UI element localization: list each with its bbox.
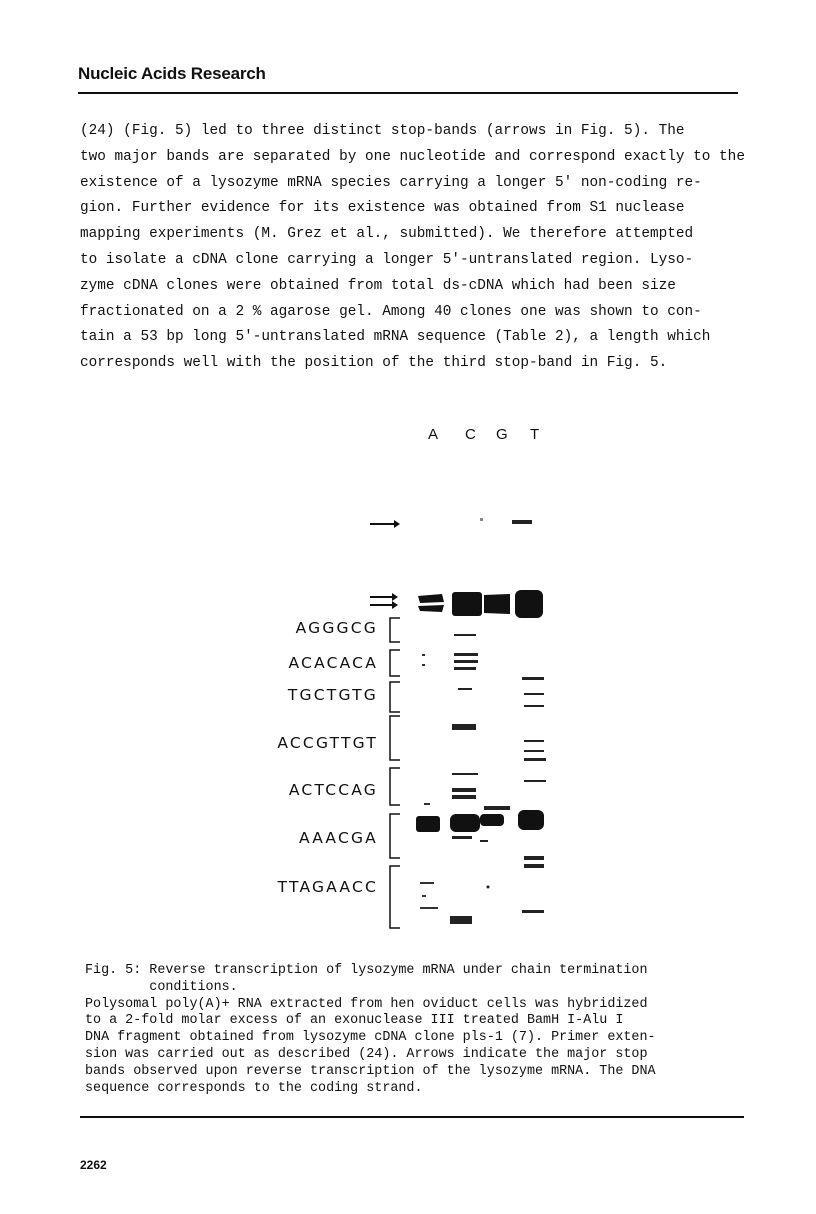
sequence-label: ACTCCAG xyxy=(288,781,378,799)
text-line: to isolate a cDNA clone carrying a longer 5'-untranslated region. Lyso- xyxy=(80,251,694,268)
text-line: gion. Further evidence for its existence was obtained from S1 nuclease xyxy=(80,200,685,217)
caption-line: Polysomal poly(A)+ RNA extracted from hen oviduct cells was hybridized xyxy=(85,996,648,1012)
caption-line: to a 2-fold molar excess of an exonuclease III treated BamH I-Alu I xyxy=(85,1013,624,1029)
text-line: tain a 53 bp long 5'-untranslated mRNA sequence (Table 2), a length which xyxy=(80,329,711,346)
text-line: zyme cDNA clones were obtained from total ds-cDNA which had been size xyxy=(80,277,676,294)
sequence-label: AAACGA xyxy=(298,829,378,847)
stop-band-arrow-icon xyxy=(370,593,398,601)
caption-line: Fig. 5: Reverse transcription of lysozyme mRNA under chain termination xyxy=(85,963,648,978)
sequence-label: ACACACA xyxy=(288,654,378,672)
caption-line: sion was carried out as described (24). Arrows indicate the major stop xyxy=(85,1046,648,1062)
lane-label-t: T xyxy=(530,426,540,443)
body-paragraph xyxy=(80,119,770,377)
lane-label-c: C xyxy=(465,426,476,443)
caption-line: conditions. xyxy=(85,979,238,995)
page-number: 2262 xyxy=(80,1158,107,1172)
sequence-label: ACCGTTGT xyxy=(277,734,378,752)
text-line: (24) (Fig. 5) led to three distinct stop-bands (arrows in Fig. 5). The xyxy=(80,123,685,139)
header-rule xyxy=(78,92,738,94)
text-line: corresponds well with the position of the third stop-band in Fig. 5. xyxy=(80,355,668,372)
text-line: existence of a lysozyme mRNA species carrying a longer 5' non-coding re- xyxy=(80,174,702,191)
stop-band-arrow-icon xyxy=(370,601,398,609)
figure-caption xyxy=(85,963,725,1097)
sequence-label: AGGGCG xyxy=(295,619,378,637)
text-line: fractionated on a 2 % agarose gel. Among 40 clones one was shown to con- xyxy=(80,303,702,320)
caption-line: bands observed upon reverse transcription of the lysozyme mRNA. The DNA xyxy=(85,1063,656,1079)
text-line: two major bands are separated by one nucleotide and correspond exactly to the xyxy=(80,148,745,165)
footer-rule xyxy=(80,1116,744,1118)
sequence-label: TGCTGTG xyxy=(287,686,378,704)
journal-title: Nucleic Acids Research xyxy=(78,64,266,83)
caption-line: sequence corresponds to the coding strand. xyxy=(85,1080,423,1096)
stop-band-arrow-icon xyxy=(370,520,400,528)
sequencing-gel-image xyxy=(360,450,560,940)
sequence-label: TTAGAACC xyxy=(277,878,378,896)
lane-label-a: A xyxy=(428,426,439,443)
lane-label-g: G xyxy=(496,426,508,443)
sequence-brackets xyxy=(390,618,400,928)
text-line: mapping experiments (M. Grez et al., submitted). We therefore attempted xyxy=(80,226,694,243)
caption-line: DNA fragment obtained from lysozyme cDNA clone pls-1 (7). Primer exten- xyxy=(85,1030,656,1046)
